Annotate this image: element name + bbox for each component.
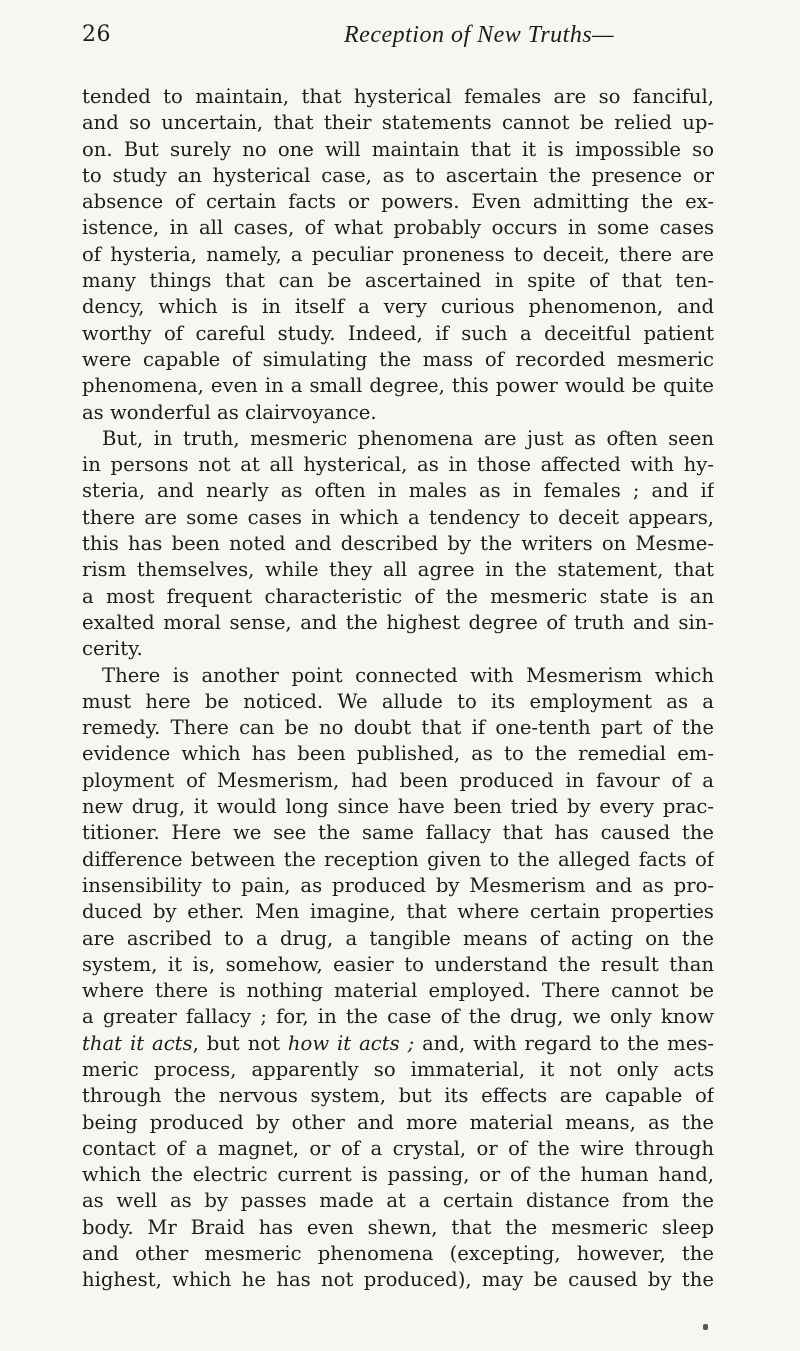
text-line: tended to maintain, that hysterical females are so fanciful,	[82, 85, 714, 108]
text-line: a most frequent characteristic of the mesmeric state is an	[82, 584, 714, 608]
text-line: must here be noticed. We allude to its employment as a	[82, 689, 714, 713]
text-line: phenomena, even in a small degree, this power would be quite	[82, 374, 714, 398]
text-line: titioner. Here we see the same fallacy that has caused the	[82, 821, 714, 845]
text-line: cerity.	[82, 637, 143, 661]
text-line: rism themselves, while they all agree in the statement, that	[82, 558, 714, 582]
body-text	[82, 84, 714, 1294]
text-line: istence, in all cases, of what probably occurs in some cases	[82, 216, 714, 240]
text-line: highest, which he has not produced), may be caused by the	[82, 1268, 714, 1292]
text-line: on. But surely no one will maintain that it is impossible so	[82, 137, 714, 161]
text-line: absence of certain facts or powers. Even admitting the ex-	[82, 190, 714, 214]
italic-phrase: how it acts ;	[287, 1031, 415, 1055]
text-line: this has been noted and described by the writers on Mesme-	[82, 532, 714, 556]
text-line: as well as by passes made at a certain distance from the	[82, 1189, 714, 1213]
running-head	[82, 22, 712, 56]
text-line: insensibility to pain, as produced by Mesmerism and as pro-	[82, 873, 714, 897]
running-title: Reception of New Truths—	[344, 22, 614, 48]
text-line	[82, 1031, 714, 1057]
text-line: are ascribed to a drug, a tangible means of acting on the	[82, 926, 714, 950]
text-line: remedy. There can be no doubt that if one-tenth part of the	[82, 716, 714, 740]
text-span: , but not	[192, 1031, 288, 1055]
text-line: and other mesmeric phenomena (excepting, however, the	[82, 1242, 714, 1266]
text-line: evidence which has been published, as to the remedial em-	[82, 742, 714, 766]
text-line: where there is nothing material employed. There cannot be	[82, 979, 714, 1003]
text-line: duced by ether. Men imagine, that where certain properties	[82, 900, 714, 924]
text-line: of hysteria, namely, a peculiar proneness to deceit, there are	[82, 242, 714, 266]
text-line: to study an hysterical case, as to ascertain the presence or	[82, 163, 714, 187]
text-line: in persons not at all hysterical, as in those affected with hy-	[82, 453, 714, 477]
text-line: there are some cases in which a tendency to deceit appears,	[82, 505, 714, 529]
text-line: new drug, it would long since have been tried by every prac-	[82, 795, 714, 819]
text-line: through the nervous system, but its effects are capable of	[82, 1084, 714, 1108]
text-line: system, it is, somehow, easier to understand the result than	[82, 952, 714, 976]
text-line: dency, which is in itself a very curious phenomenon, and	[82, 295, 714, 319]
text-line: and so uncertain, that their statements cannot be relied up-	[82, 111, 714, 135]
text-line: many things that can be ascertained in spite of that ten-	[82, 269, 714, 293]
italic-phrase: that it acts	[82, 1031, 193, 1055]
text-line: a greater fallacy ; for, in the case of the drug, we only know	[82, 1005, 714, 1029]
text-line: contact of a magnet, or of a crystal, or of the wire through	[82, 1136, 714, 1160]
text-line: meric process, apparently so immaterial, it not only acts	[82, 1057, 714, 1081]
text-line: body. Mr Braid has even shewn, that the mesmeric sleep	[82, 1215, 714, 1239]
text-line: steria, and nearly as often in males as in females ; and if	[82, 479, 714, 503]
text-line: difference between the reception given to the alleged facts of	[82, 847, 714, 871]
text-line: as wonderful as clairvoyance.	[82, 400, 377, 424]
text-line: But, in truth, mesmeric phenomena are just as often seen	[102, 426, 714, 450]
text-line: exalted moral sense, and the highest degree of truth and sin-	[82, 610, 714, 634]
page-number: 26	[82, 22, 111, 47]
text-line: ployment of Mesmerism, had been produced in favour of a	[82, 768, 714, 792]
text-line: which the electric current is passing, or of the human hand,	[82, 1163, 714, 1187]
text-span: and, with regard to the mes-	[414, 1031, 714, 1055]
printer-mark	[703, 1324, 708, 1330]
text-line: worthy of careful study. Indeed, if such a deceitful patient	[82, 321, 714, 345]
text-line: being produced by other and more material means, as the	[82, 1110, 714, 1134]
text-line: There is another point connected with Mesmerism which	[102, 663, 714, 687]
text-line: were capable of simulating the mass of recorded mesmeric	[82, 347, 714, 371]
